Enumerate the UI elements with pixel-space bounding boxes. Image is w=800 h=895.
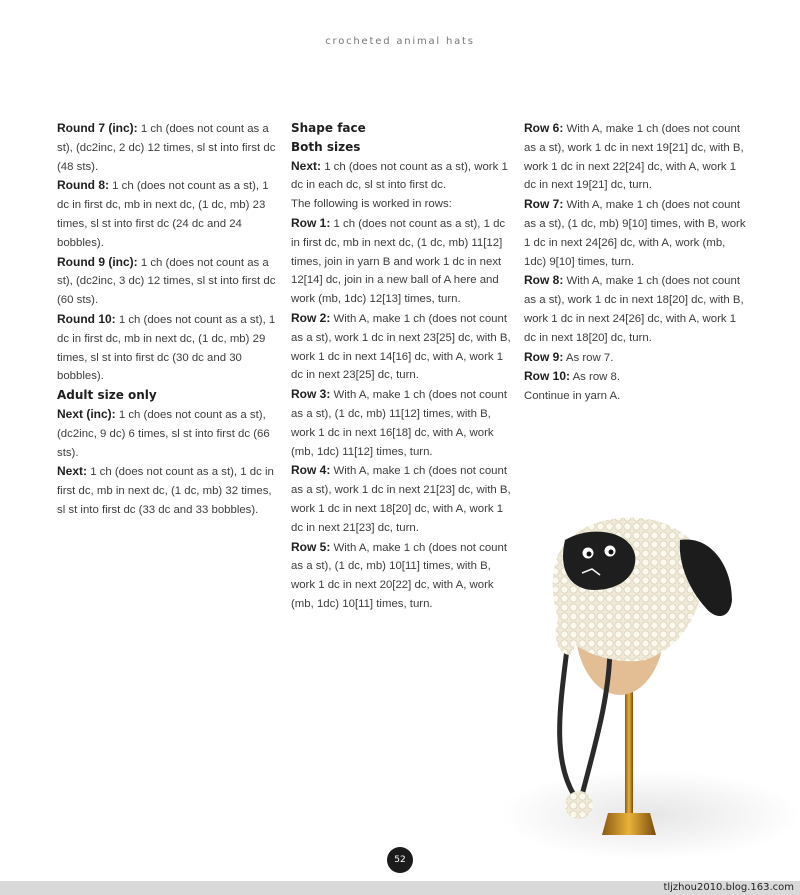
instruction-lead: Row 8: xyxy=(524,273,564,288)
instruction-round-8 xyxy=(57,176,281,252)
section-heading-adult: Adult size only xyxy=(57,388,157,403)
instruction-row-9 xyxy=(524,348,748,368)
instruction-lead: Next: xyxy=(291,158,322,173)
instruction-text: With A, make 1 ch (does not count as a st), (1 dc, mb) 10[11] times, with B, work 1 dc in next 20[22] dc, with A, work (mb, 1dc) 10[11] times, turn. xyxy=(291,541,507,610)
instruction-row-6 xyxy=(524,119,748,195)
pompom xyxy=(565,791,593,819)
instruction-next xyxy=(57,462,281,519)
instruction-row-3 xyxy=(291,385,515,461)
instruction-lead: Round 10: xyxy=(57,311,116,326)
instruction-lead: Row 10: xyxy=(524,369,571,384)
instruction-text: With A, make 1 ch (does not count as a st), work 1 dc in next 18[20] dc, with B, work 1 dc in next 24[26] dc, with A, work 1 dc in next 18[20] dc, turn. xyxy=(524,275,744,344)
instruction-text: 1 ch (does not count as a st), (dc2inc, 9 dc) 6 times, sl st into first dc (66 sts). xyxy=(57,408,270,459)
instruction-row-1 xyxy=(291,214,515,309)
sheep-eye-pupil xyxy=(587,552,592,557)
instruction-lead: Round 8: xyxy=(57,178,109,193)
instruction-lead: Next: xyxy=(57,464,88,479)
instruction-text: With A, make 1 ch (does not count as a st), work 1 dc in next 19[21] dc, with B, work 1 dc in next 22[24] dc, with A, work 1 dc in next 19[21] dc, turn. xyxy=(524,123,744,192)
section-heading-both-sizes: Both sizes xyxy=(291,139,361,154)
instruction-text: 1 ch (does not count as a st), (dc2inc, 2 dc) 12 times, sl st into first dc (48 sts). xyxy=(57,123,276,173)
instruction-text: 1 ch (does not count as a st), 1 dc in first dc, mb in next dc, (1 dc, mb) 11[12] times, join in yarn B and work 1 dc in next 12[14] dc, join in a new ball of A here and work (mb, 1dc) 12[13] times, turn. xyxy=(291,217,506,306)
instruction-lead: Row 5: xyxy=(291,539,331,554)
instruction-lead: Row 9: xyxy=(524,349,564,364)
rows-intro: The following is worked in rows: xyxy=(291,198,452,211)
page-number: 52 xyxy=(387,847,413,873)
instruction-next xyxy=(291,157,515,196)
instruction-text: 1 ch (does not count as a st), 1 dc in first dc, mb in next dc, (1 dc, mb) 23 times, sl st into first dc (24 dc and 24 bobbles). xyxy=(57,180,269,249)
instruction-text: With A, make 1 ch (does not count as a st), work 1 dc in next 21[23] dc, with B, work 1 dc in next 18[20] dc, with A, work 1 dc in next 21[23] dc, turn. xyxy=(291,465,511,534)
instruction-text: With A, make 1 ch (does not count as a st), work 1 dc in next 23[25] dc, with B, work 1 dc in next 14[16] dc, with A, work 1 dc in next 23[25] dc, turn. xyxy=(291,312,511,382)
stand-base xyxy=(602,813,656,835)
instruction-text: 1 ch (does not count as a st), 1 dc in first dc, mb in next dc, (1 dc, mb) 32 times, sl st into first dc (33 dc and 33 bobbles). xyxy=(57,466,274,516)
instruction-row-8 xyxy=(524,271,748,347)
instruction-lead: Next (inc): xyxy=(57,406,116,421)
instruction-lead: Row 4: xyxy=(291,463,331,478)
hat-cord-left xyxy=(560,640,574,795)
instruction-next-inc xyxy=(57,405,281,462)
instruction-row-7 xyxy=(524,195,748,271)
instruction-lead: Row 7: xyxy=(524,197,564,212)
pattern-column-1 xyxy=(57,119,281,520)
instruction-text: With A, make 1 ch (does not count as a st), (1 dc, mb) 11[12] times, with B, work 1 dc in next 16[18] dc, with A, work (mb, 1dc) 11[12] times, turn. xyxy=(291,389,507,458)
instruction-row-10 xyxy=(524,367,748,387)
instruction-lead: Round 7 (inc): xyxy=(57,121,138,135)
instruction-continue: Continue in yarn A. xyxy=(524,390,621,403)
sheep-eye-pupil xyxy=(609,550,614,555)
instruction-round-7 xyxy=(57,119,281,176)
pattern-column-3 xyxy=(524,119,748,406)
instruction-lead: Row 6: xyxy=(524,121,564,135)
instruction-lead: Row 3: xyxy=(291,387,331,402)
instruction-lead: Round 9 (inc): xyxy=(57,254,138,269)
instruction-text: 1 ch (does not count as a st), work 1 dc in each dc, sl st into first dc. xyxy=(291,160,508,192)
sheep-hat-photo xyxy=(470,495,800,885)
instruction-round-9 xyxy=(57,253,281,310)
instruction-text: As row 8. xyxy=(572,371,621,384)
instruction-text: 1 ch (does not count as a st), (dc2inc, 3 dc) 12 times, sl st into first dc (60 sts). xyxy=(57,256,276,307)
section-heading-shape-face: Shape face xyxy=(291,121,366,135)
running-header: crocheted animal hats xyxy=(325,36,475,47)
instruction-text: With A, make 1 ch (does not count as a st), (1 dc, mb) 9[10] times, with B, work 1 dc in next 24[26] dc, with A, work (mb, 1dc) 9[10] times, turn. xyxy=(524,199,746,268)
instruction-text: As row 7. xyxy=(565,351,614,364)
instruction-text: 1 ch (does not count as a st), 1 dc in first dc, mb in next dc, (1 dc, mb) 29 times, sl st into first dc (30 dc and 30 bobbles). xyxy=(57,313,276,383)
watermark: tljzhou2010.blog.163.com xyxy=(663,882,794,893)
instruction-round-10 xyxy=(57,310,281,386)
instruction-lead: Row 2: xyxy=(291,310,331,325)
instruction-row-2 xyxy=(291,309,515,385)
instruction-lead: Row 1: xyxy=(291,215,331,230)
